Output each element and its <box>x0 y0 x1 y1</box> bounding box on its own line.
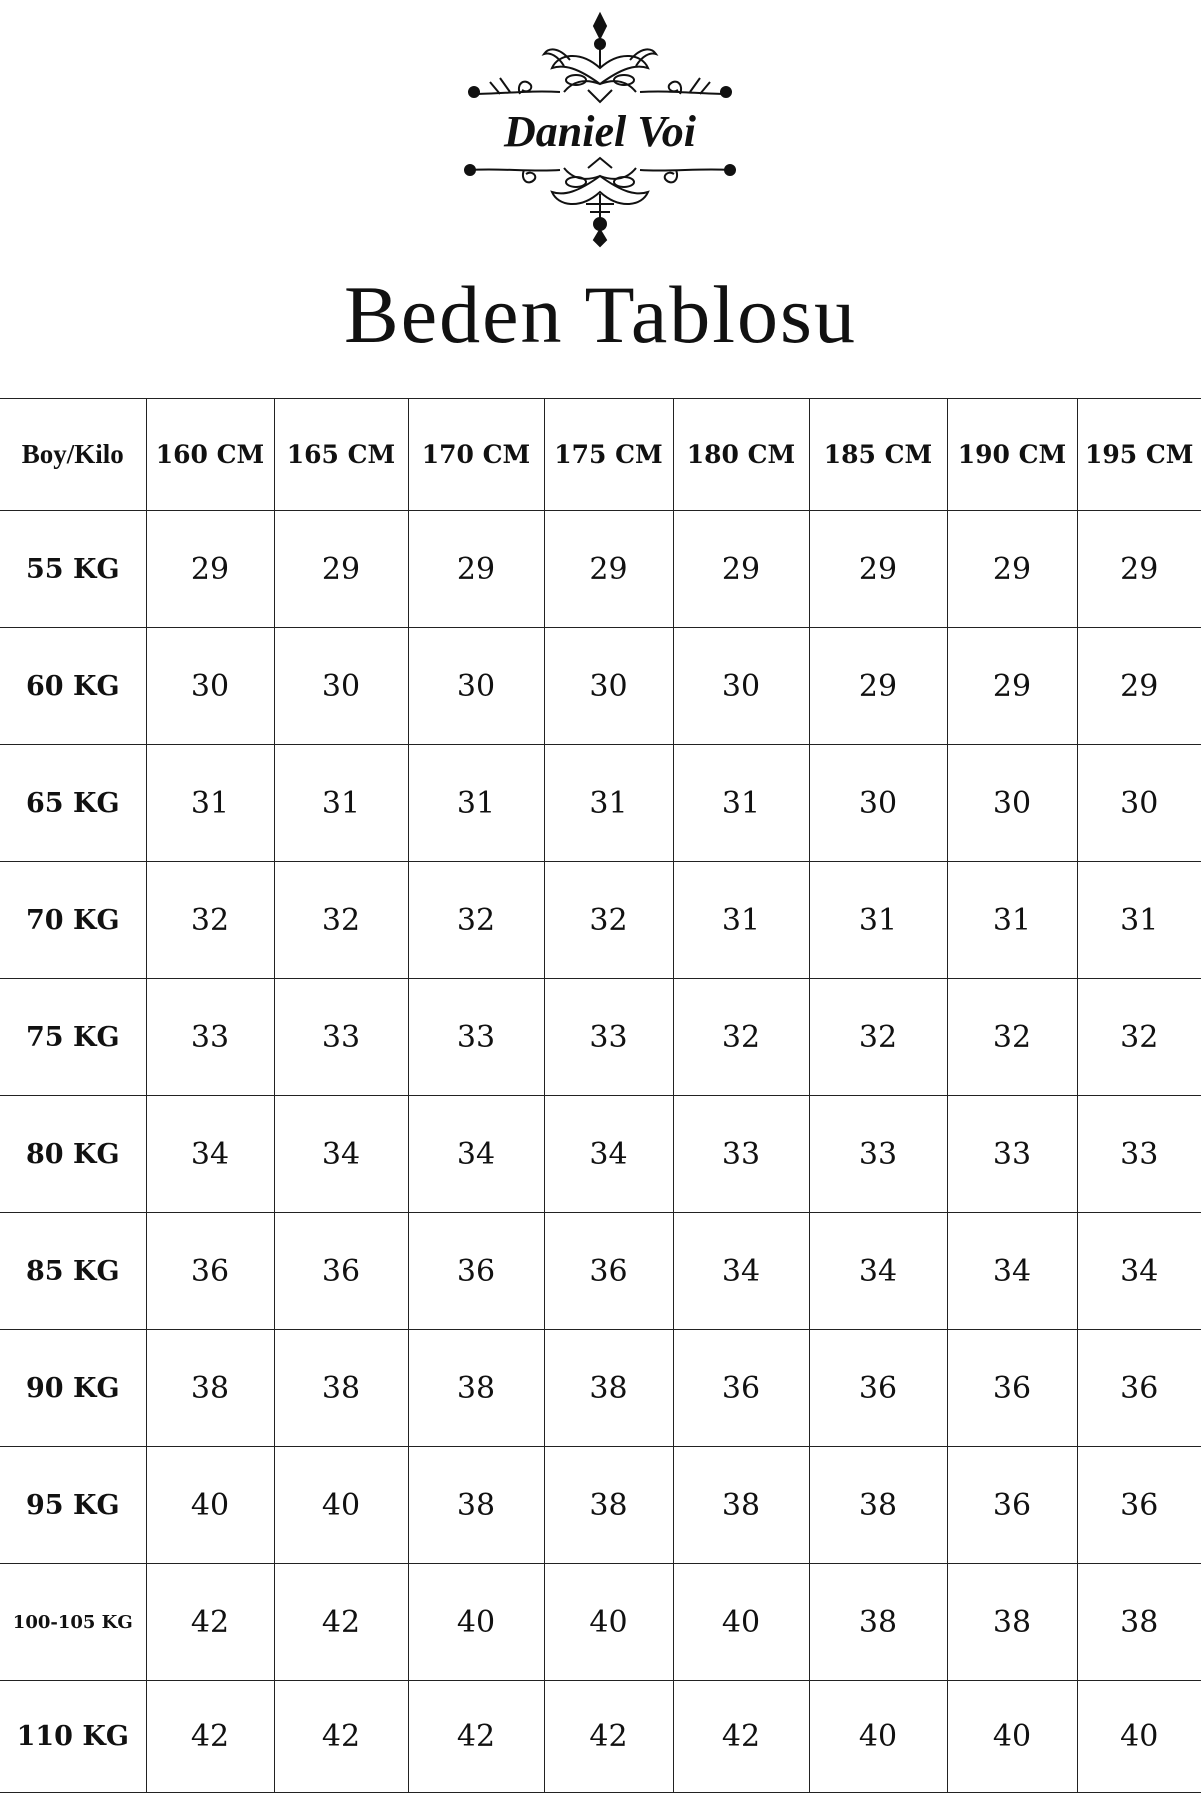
table-cell: 36 <box>408 1213 544 1330</box>
ornamental-crest-icon <box>460 8 740 248</box>
row-header: 70 KG <box>0 862 146 979</box>
table-cell: 38 <box>274 1330 408 1447</box>
table-cell: 40 <box>146 1447 274 1564</box>
table-cell: 29 <box>947 511 1077 628</box>
table-cell: 34 <box>408 1096 544 1213</box>
table-cell: 38 <box>673 1447 809 1564</box>
table-cell: 34 <box>274 1096 408 1213</box>
table-cell: 36 <box>274 1213 408 1330</box>
table-cell: 31 <box>673 862 809 979</box>
table-cell: 38 <box>1077 1564 1201 1681</box>
table-cell: 42 <box>146 1681 274 1793</box>
table-cell: 34 <box>809 1213 947 1330</box>
table-cell: 38 <box>809 1447 947 1564</box>
table-cell: 33 <box>673 1096 809 1213</box>
table-cell: 29 <box>274 511 408 628</box>
table-cell: 30 <box>544 628 673 745</box>
table-cell: 42 <box>544 1681 673 1793</box>
row-header: 85 KG <box>0 1213 146 1330</box>
table-row <box>0 1213 1201 1330</box>
table-cell: 42 <box>408 1681 544 1793</box>
table-cell: 33 <box>544 979 673 1096</box>
column-header: 175 CM <box>544 399 673 511</box>
row-header: 80 KG <box>0 1096 146 1213</box>
table-cell: 38 <box>544 1447 673 1564</box>
table-cell: 30 <box>1077 745 1201 862</box>
table-cell: 38 <box>544 1330 673 1447</box>
table-cell: 29 <box>947 628 1077 745</box>
row-header: 100-105 KG <box>0 1564 146 1681</box>
corner-header: Boy/Kilo <box>0 399 146 511</box>
table-row <box>0 1096 1201 1213</box>
row-header: 55 KG <box>0 511 146 628</box>
table-cell: 34 <box>673 1213 809 1330</box>
table-cell: 29 <box>673 511 809 628</box>
table-row <box>0 862 1201 979</box>
table-cell: 29 <box>544 511 673 628</box>
table-row <box>0 511 1201 628</box>
column-header: 195 CM <box>1077 399 1201 511</box>
table-cell: 42 <box>274 1564 408 1681</box>
brand-wordmark: Daniel Voi <box>504 107 696 156</box>
table-cell: 31 <box>408 745 544 862</box>
table-cell: 36 <box>1077 1330 1201 1447</box>
table-cell: 31 <box>146 745 274 862</box>
row-header: 75 KG <box>0 979 146 1096</box>
table-row <box>0 745 1201 862</box>
table-cell: 31 <box>544 745 673 862</box>
table-cell: 38 <box>146 1330 274 1447</box>
table-cell: 36 <box>947 1330 1077 1447</box>
table-cell: 30 <box>146 628 274 745</box>
table-cell: 32 <box>1077 979 1201 1096</box>
column-header: 190 CM <box>947 399 1077 511</box>
table-cell: 32 <box>947 979 1077 1096</box>
row-header: 65 KG <box>0 745 146 862</box>
table-cell: 36 <box>809 1330 947 1447</box>
row-header: 90 KG <box>0 1330 146 1447</box>
column-header: 165 CM <box>274 399 408 511</box>
table-cell: 34 <box>544 1096 673 1213</box>
table-cell: 36 <box>544 1213 673 1330</box>
table-cell: 30 <box>809 745 947 862</box>
table-cell: 42 <box>274 1681 408 1793</box>
table-cell: 36 <box>673 1330 809 1447</box>
row-header: 95 KG <box>0 1447 146 1564</box>
table-cell: 32 <box>274 862 408 979</box>
table-cell: 31 <box>274 745 408 862</box>
table-cell: 38 <box>408 1330 544 1447</box>
table-cell: 34 <box>1077 1213 1201 1330</box>
table-cell: 29 <box>146 511 274 628</box>
row-header: 110 KG <box>0 1681 146 1793</box>
table-cell: 36 <box>1077 1447 1201 1564</box>
table-cell: 30 <box>947 745 1077 862</box>
table-cell: 33 <box>1077 1096 1201 1213</box>
table-cell: 32 <box>408 862 544 979</box>
table-cell: 40 <box>809 1681 947 1793</box>
table-cell: 40 <box>947 1681 1077 1793</box>
table-row <box>0 979 1201 1096</box>
table-row <box>0 628 1201 745</box>
table-cell: 29 <box>809 511 947 628</box>
table-cell: 29 <box>1077 628 1201 745</box>
table-cell: 42 <box>673 1681 809 1793</box>
column-header: 185 CM <box>809 399 947 511</box>
table-cell: 40 <box>274 1447 408 1564</box>
table-cell: 38 <box>408 1447 544 1564</box>
table-cell: 32 <box>146 862 274 979</box>
row-header: 60 KG <box>0 628 146 745</box>
table-cell: 30 <box>408 628 544 745</box>
table-cell: 29 <box>1077 511 1201 628</box>
table-cell: 31 <box>1077 862 1201 979</box>
table-cell: 40 <box>1077 1681 1201 1793</box>
table-cell: 33 <box>809 1096 947 1213</box>
size-chart-table <box>0 398 1201 1793</box>
table-cell: 29 <box>809 628 947 745</box>
column-header: 160 CM <box>146 399 274 511</box>
table-cell: 29 <box>408 511 544 628</box>
table-cell: 36 <box>146 1213 274 1330</box>
table-row <box>0 1564 1201 1681</box>
table-cell: 40 <box>673 1564 809 1681</box>
page-title: Beden Tablosu <box>344 269 857 360</box>
table-cell: 33 <box>146 979 274 1096</box>
table-cell: 38 <box>809 1564 947 1681</box>
column-header: 180 CM <box>673 399 809 511</box>
table-cell: 33 <box>947 1096 1077 1213</box>
brand-logo <box>460 8 740 248</box>
table-cell: 36 <box>947 1447 1077 1564</box>
table-cell: 31 <box>947 862 1077 979</box>
table-cell: 32 <box>544 862 673 979</box>
table-row <box>0 1330 1201 1447</box>
table-cell: 34 <box>146 1096 274 1213</box>
table-cell: 32 <box>809 979 947 1096</box>
table-cell: 30 <box>673 628 809 745</box>
table-row <box>0 1681 1201 1793</box>
table-cell: 34 <box>947 1213 1077 1330</box>
table-cell: 38 <box>947 1564 1077 1681</box>
table-cell: 31 <box>673 745 809 862</box>
table-cell: 32 <box>673 979 809 1096</box>
table-cell: 30 <box>274 628 408 745</box>
table-header-row <box>0 399 1201 511</box>
table-cell: 33 <box>274 979 408 1096</box>
table-cell: 40 <box>544 1564 673 1681</box>
column-header: 170 CM <box>408 399 544 511</box>
table-cell: 31 <box>809 862 947 979</box>
table-cell: 40 <box>408 1564 544 1681</box>
table-cell: 33 <box>408 979 544 1096</box>
table-row <box>0 1447 1201 1564</box>
table-cell: 42 <box>146 1564 274 1681</box>
